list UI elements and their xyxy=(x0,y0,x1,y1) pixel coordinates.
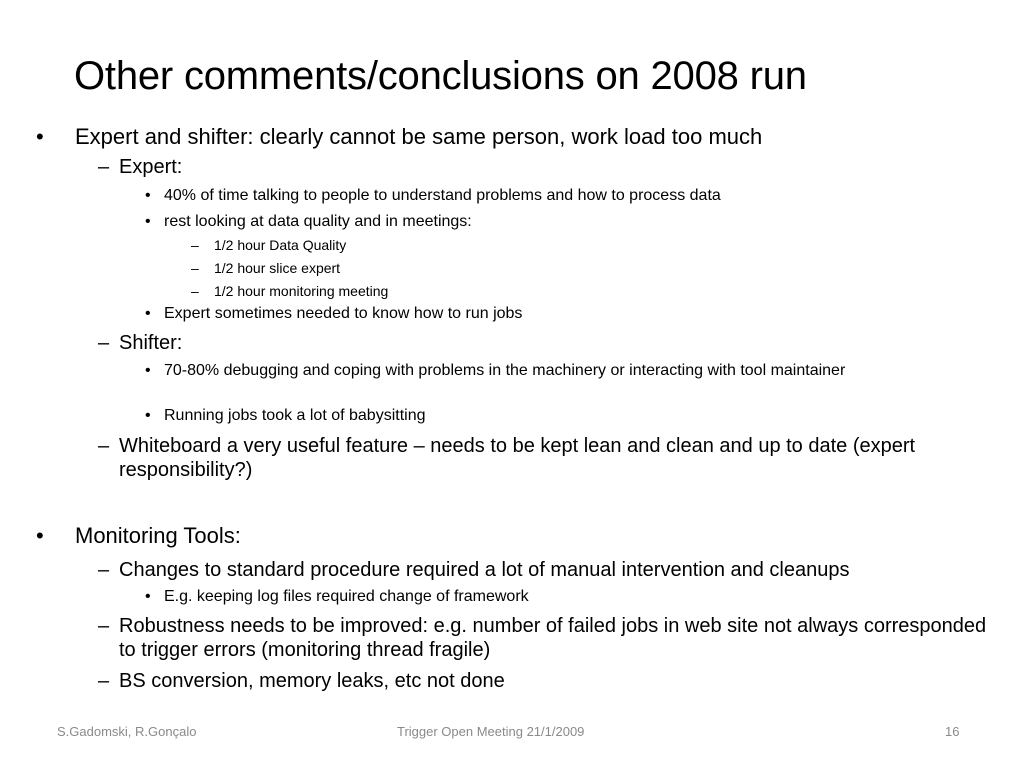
dash-icon: – xyxy=(191,260,199,276)
footer-meeting: Trigger Open Meeting 21/1/2009 xyxy=(397,724,585,739)
bullet-icon: • xyxy=(145,213,151,230)
item-slice-expert: 1/2 hour slice expert xyxy=(214,260,341,276)
subitem-whiteboard: Whiteboard a very useful feature – needs to be kept lean and clean and up to date (expert responsibility?) xyxy=(119,435,916,481)
subitem-robustness: Robustness needs to be improved: e.g. number of failed jobs in web site not always corresponded to trigger errors (monitoring thread fragile) xyxy=(119,615,987,661)
bullet-icon: • xyxy=(36,523,44,548)
slide-title: Other comments/conclusions on 2008 run xyxy=(74,54,807,98)
item-log-files: E.g. keeping log files required change of framework xyxy=(164,588,529,605)
dash-icon: – xyxy=(191,283,199,299)
bullet-icon: • xyxy=(145,407,151,424)
bullet-icon: • xyxy=(145,187,151,204)
subitem-changes: Changes to standard procedure required a lot of manual intervention and cleanups xyxy=(119,559,850,581)
dash-icon: – xyxy=(98,332,110,354)
item-data-quality: 1/2 hour Data Quality xyxy=(214,237,347,253)
page-number: 16 xyxy=(945,724,960,739)
item-monitoring-meeting: 1/2 hour monitoring meeting xyxy=(214,283,389,299)
bullet-icon: • xyxy=(145,362,151,379)
item-babysitting: Running jobs took a lot of babysitting xyxy=(164,407,426,424)
bullet-icon: • xyxy=(36,124,44,149)
dash-icon: – xyxy=(98,435,110,457)
bullet-expert-shifter: Expert and shifter: clearly cannot be same person, work load too much xyxy=(75,124,763,149)
bullet-icon: • xyxy=(145,305,151,322)
item-expert-time: 40% of time talking to people to understand problems and how to process data xyxy=(164,187,721,204)
item-expert-rest: rest looking at data quality and in meetings: xyxy=(164,213,472,230)
footer-authors: S.Gadomski, R.Gonçalo xyxy=(57,724,197,739)
subitem-shifter: Shifter: xyxy=(119,332,183,354)
item-shifter-debugging: 70-80% debugging and coping with problems in the machinery or interacting with tool maintainer xyxy=(164,362,846,379)
bullet-icon: • xyxy=(145,588,151,605)
subitem-expert: Expert: xyxy=(119,156,183,178)
dash-icon: – xyxy=(98,156,110,178)
dash-icon: – xyxy=(98,615,110,637)
dash-icon: – xyxy=(191,237,199,253)
item-expert-jobs: Expert sometimes needed to know how to run jobs xyxy=(164,305,523,322)
bullet-monitoring-tools: Monitoring Tools: xyxy=(75,523,241,548)
subitem-bs-conversion: BS conversion, memory leaks, etc not done xyxy=(119,670,505,692)
dash-icon: – xyxy=(98,559,110,581)
dash-icon: – xyxy=(98,670,110,692)
